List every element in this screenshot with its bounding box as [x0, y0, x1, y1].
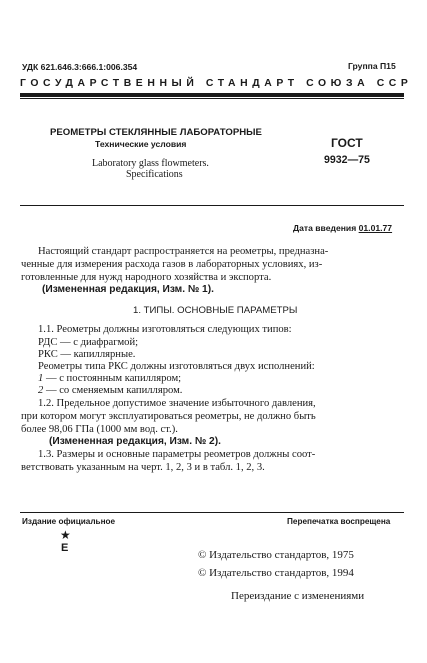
execution-1-text: — с постоянным капилляром; [43, 373, 182, 384]
header-rule-thick [20, 93, 404, 97]
rks-executions: Реометры типа РКС должны изготовляться двух исполнений: [38, 361, 315, 372]
type-rks: РКС — капиллярные. [38, 349, 136, 360]
intro-date-label: Дата введения [293, 223, 357, 233]
reprint-prohibited: Перепечатка воспрещена [287, 517, 391, 526]
group-code: Группа П15 [348, 61, 396, 71]
p12-line-1: 1.2. Предельное допустимое значение избыточного давления, [38, 398, 316, 409]
star-mark: ★ [60, 528, 71, 542]
footer-divider [20, 512, 404, 513]
gost-number: 9932—75 [324, 154, 370, 166]
udk-code: УДК 621.646.3:666.1:006.354 [22, 62, 138, 72]
title-ru: РЕОМЕТРЫ СТЕКЛЯННЫЕ ЛАБОРАТОРНЫЕ [50, 127, 262, 138]
copyright-1975: © Издательство стандартов, 1975 [198, 549, 354, 561]
execution-1 [38, 373, 181, 386]
intro-line-1: Настоящий стандарт распространяется на реометры, предназна- [38, 246, 329, 257]
section1-heading: 1. ТИПЫ. ОСНОВНЫЕ ПАРАМЕТРЫ [133, 305, 298, 316]
letter-e: Е [61, 542, 69, 554]
p11: 1.1. Реометры должны изготовляться следующих типов: [38, 324, 292, 335]
intro-line-2: ченные для измерения расхода газов в лабораторных условиях, из- [21, 259, 323, 270]
gost-label: ГОСТ [331, 136, 363, 150]
copyright-1994: © Издательство стандартов, 1994 [198, 567, 354, 579]
official-edition: Издание официальное [22, 517, 116, 526]
p13-line-1: 1.3. Размеры и основные параметры реометров должны соот- [38, 449, 316, 460]
execution-2-text: — со сменяемым капилляром. [43, 385, 183, 396]
title-en-1: Laboratory glass flowmeters. [92, 158, 209, 169]
state-standard-heading: ГОСУДАРСТВЕННЫЙ СТАНДАРТ СОЮЗА ССР [20, 78, 413, 89]
reissue-note: Переиздание с изменениями [231, 590, 365, 602]
intro-date-value: 01.01.77 [358, 223, 393, 233]
intro-line-3: готовленные для нужд народного хозяйства и экспорта. [21, 272, 272, 283]
execution-1-num: 1 [38, 373, 44, 384]
title-divider [20, 205, 404, 206]
execution-2 [38, 385, 182, 398]
p12-line-2: при котором могут эксплуатироваться реометры, не должно быть [21, 411, 316, 422]
p13-line-2: ветствовать указанным на черт. 1, 2, 3 и в табл. 1, 2, 3. [21, 462, 265, 473]
subtitle-ru: Технические условия [95, 139, 187, 149]
execution-2-num: 2 [38, 385, 44, 396]
intro-amendment: (Измененная редакция, Изм. № 1). [42, 284, 214, 295]
intro-date [293, 223, 392, 233]
header-rule-thin [20, 98, 404, 99]
amendment-2: (Измененная редакция, Изм. № 2). [49, 436, 221, 447]
title-en-2: Specifications [126, 169, 183, 180]
p12-line-3: более 98,06 ГПа (1000 мм вод. ст.). [21, 424, 178, 435]
type-rds: РДС — с диафрагмой; [38, 337, 139, 348]
